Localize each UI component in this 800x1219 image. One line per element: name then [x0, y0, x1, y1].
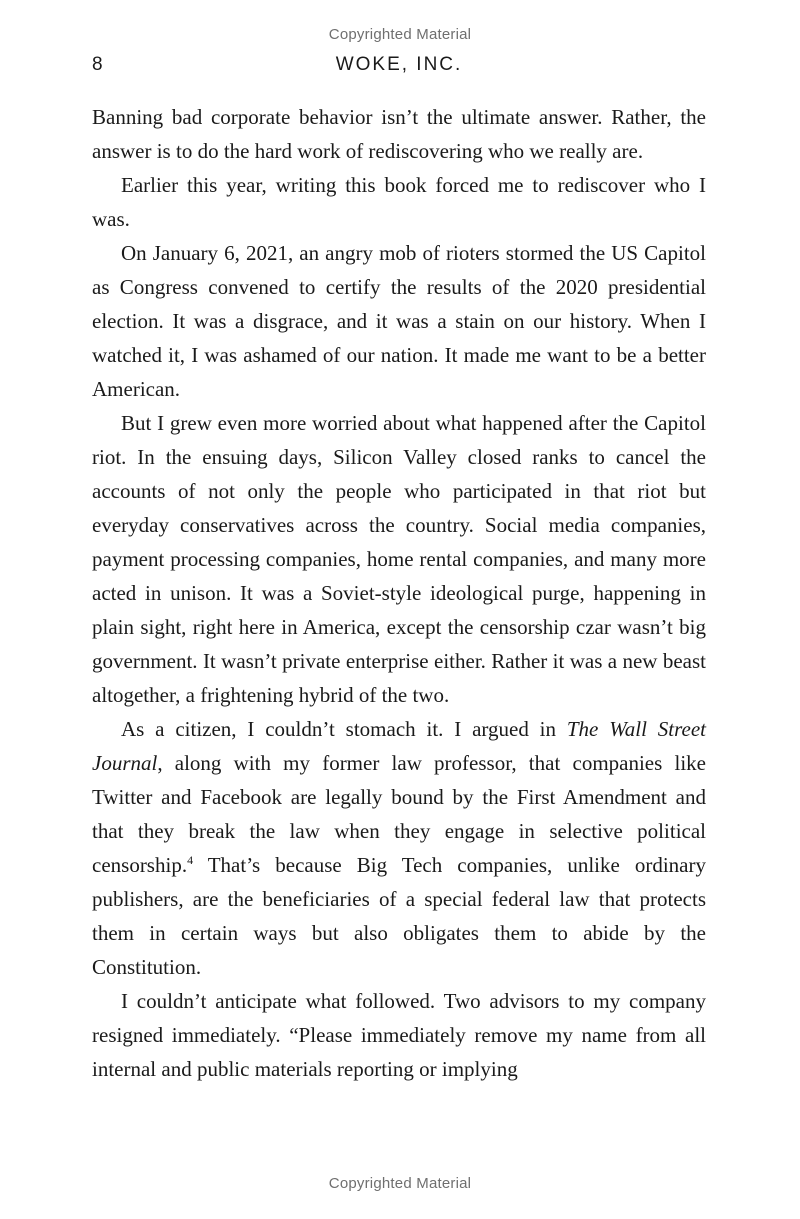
paragraph-5-middle: , along with my former law professor, that companies like Twitter and Facebook are legally bound by the First Amendment and that they break the law when they engage in selective political censorship. — [92, 751, 706, 877]
copyright-watermark-top: Copyrighted Material — [328, 26, 472, 43]
paragraph-2: Earlier this year, writing this book forced me to rediscover who I was. — [92, 173, 706, 231]
copyright-watermark-bottom: Copyrighted Material — [328, 1175, 472, 1192]
publication-title: The Wall Street Journal — [92, 717, 706, 775]
paragraph-4: But I grew even more worried about what happened after the Capitol riot. In the ensuing days, Silicon Valley closed ranks to cancel the accounts of not only the people who participated in that riot but everyday conservatives across the country. Social media companies, payment processing companies, home rental companies, and many more acted in unison. It was a Soviet-style ideological purge, happening in plain sight, right here in America, except the censorship czar wasn’t big government. It wasn’t private enterprise either. Rather it was a new beast altogether, a frightening hybrid of the two. — [92, 411, 706, 707]
paragraph-5-intro: As a citizen, I couldn’t stomach it. I argued in — [121, 717, 567, 741]
paragraph-5-rest: That’s because Big Tech companies, unlike ordinary publishers, are the beneficiaries of a special federal law that protects them in certain ways but also obligates them to abide by the Constitution. — [92, 853, 706, 979]
page-body — [92, 100, 706, 1086]
book-title: WOKE, INC. — [335, 54, 463, 75]
paragraph-5 — [92, 712, 706, 984]
paragraph-1: Banning bad corporate behavior isn’t the ultimate answer. Rather, the answer is to do the hard work of rediscovering who we really are. — [92, 105, 706, 163]
page-number: 8 — [92, 54, 103, 75]
footnote-marker[interactable]: 4 — [187, 853, 194, 867]
running-header — [92, 52, 706, 82]
paragraph-3: On January 6, 2021, an angry mob of rioters stormed the US Capitol as Congress convened to certify the results of the 2020 presidential election. It was a disgrace, and it was a stain on our history. When I watched it, I was ashamed of our nation. It made me want to be a better American. — [92, 241, 706, 401]
paragraph-6: I couldn’t anticipate what followed. Two advisors to my company resigned immediately. “Please immediately remove my name from all internal and public materials reporting or implying — [92, 989, 706, 1081]
